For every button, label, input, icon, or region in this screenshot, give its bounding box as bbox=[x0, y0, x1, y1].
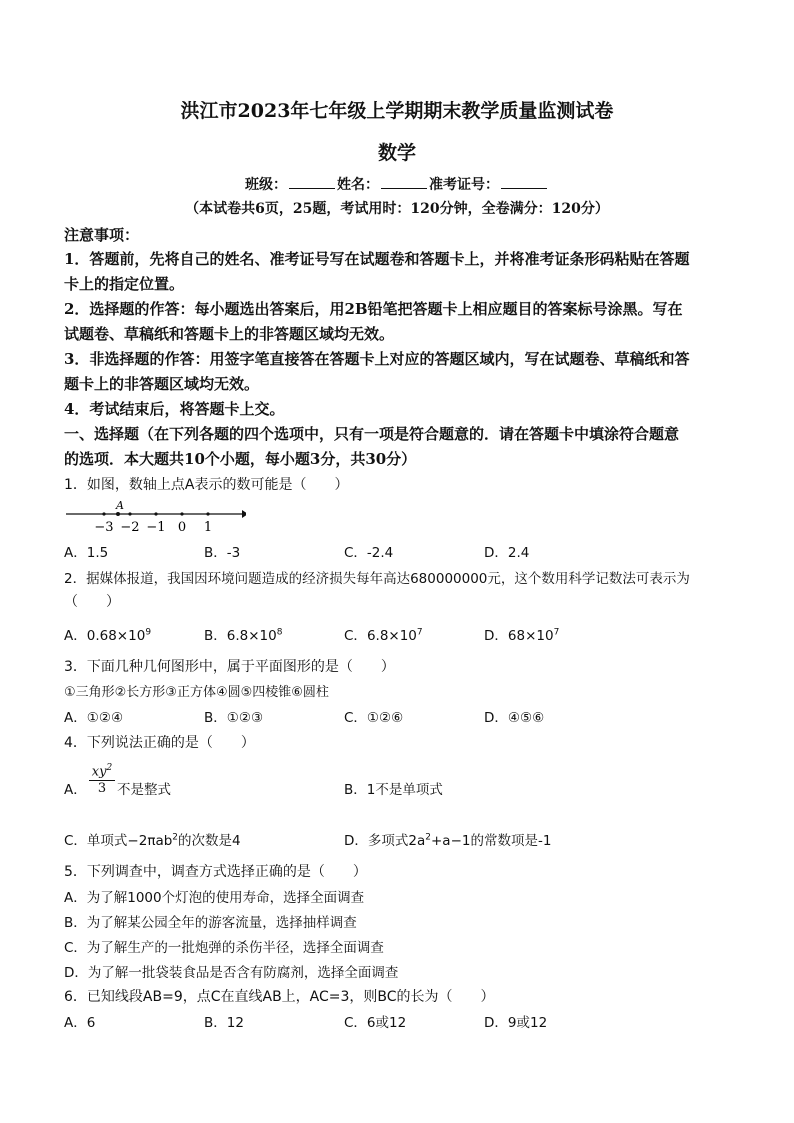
q6-stem: 6．已知线段AB=9，点C在直线AB上，AC=3，则BC的长为（ ） bbox=[64, 989, 495, 1005]
q2-option-d[interactable] bbox=[484, 624, 559, 644]
tick-dot-1 bbox=[206, 512, 209, 515]
section-1-line-1: 一、选择题（在下列各题的四个选项中，只有一项是符合题意的．请在答题卡中填涂符合题意 bbox=[64, 425, 680, 443]
q3-items: ①三角形②长方形③正方体④圆⑤四棱锥⑥圆柱 bbox=[64, 685, 329, 700]
tick-label-m2: −2 bbox=[120, 520, 140, 535]
student-info-line bbox=[0, 174, 794, 194]
q3-option-d[interactable]: D．④⑤⑥ bbox=[484, 710, 545, 726]
tick-dot-m1 bbox=[154, 512, 157, 515]
q2-option-b[interactable] bbox=[204, 624, 282, 644]
q4-option-b[interactable]: B．1不是单项式 bbox=[344, 782, 443, 798]
q5-option-d[interactable]: D．为了解一批袋装食品是否含有防腐剂，选择全面调查 bbox=[64, 965, 399, 981]
q2-c-label: C． bbox=[344, 628, 367, 644]
q2-d-label: D． bbox=[484, 628, 508, 644]
notice-1-line-1: 1．答题前，先将自己的姓名、准考证号写在试题卷和答题卡上，并将准考证条形码粘贴在答题 bbox=[64, 250, 690, 268]
q1-option-c[interactable]: C．-2.4 bbox=[344, 545, 394, 561]
q4-a-denominator: 3 bbox=[97, 781, 107, 797]
q2-c-base: 6.8×10 bbox=[366, 628, 417, 644]
class-label: 班级： bbox=[245, 177, 287, 193]
tick-label-1: 1 bbox=[203, 520, 213, 535]
q5-option-c[interactable]: C．为了解生产的一批炮弹的杀伤半径，选择全面调查 bbox=[64, 940, 384, 956]
point-a-dot bbox=[116, 512, 120, 516]
exam-note: （本试卷共6页，25题，考试用时：120分钟，全卷满分：120分） bbox=[185, 201, 609, 217]
q2-a-label: A． bbox=[64, 628, 87, 644]
q4-stem: 4．下列说法正确的是（ ） bbox=[64, 735, 255, 751]
tick-dot-m3 bbox=[102, 512, 105, 515]
q2-b-base: 6.8×10 bbox=[226, 628, 277, 644]
q3-stem: 3．下面几种几何图形中，属于平面图形的是（ ） bbox=[64, 659, 395, 675]
q1-stem: 1．如图，数轴上点A表示的数可能是（ ） bbox=[64, 477, 349, 493]
q5-stem: 5．下列调查中，调查方式选择正确的是（ ） bbox=[64, 864, 367, 880]
q3-option-c[interactable]: C．①②⑥ bbox=[344, 710, 404, 726]
q5-option-b[interactable]: B．为了解某公园全年的游客流量，选择抽样调查 bbox=[64, 915, 357, 931]
section-1-line-2: 的选项．本大题共10个小题，每小题3分，共30分） bbox=[64, 450, 417, 468]
q4-c-pre: C．单项式−2πab bbox=[64, 833, 173, 849]
q2-b-label: B． bbox=[204, 628, 227, 644]
point-a-label: A bbox=[116, 500, 124, 512]
notice-4: 4．考试结束后，将答题卡上交。 bbox=[64, 400, 285, 418]
q2-option-c[interactable] bbox=[344, 624, 423, 644]
q2-d-base: 68×10 bbox=[507, 628, 554, 644]
q6-option-c[interactable]: C．6或12 bbox=[344, 1015, 407, 1031]
q2-c-exp: 7 bbox=[416, 627, 423, 638]
q6-option-b[interactable]: B．12 bbox=[204, 1015, 244, 1031]
number-line-arrow bbox=[242, 510, 246, 518]
tick-label-m3: −3 bbox=[94, 520, 114, 535]
q4-a-numerator bbox=[89, 763, 115, 781]
q4-a-num-base: xy bbox=[91, 764, 107, 780]
notice-heading: 注意事项： bbox=[64, 226, 140, 244]
q2-b-exp: 8 bbox=[276, 627, 283, 638]
q6-option-a[interactable]: A．6 bbox=[64, 1015, 96, 1031]
q4-a-fraction bbox=[89, 763, 115, 796]
exam-subject: 数学 bbox=[377, 142, 416, 164]
q1-option-a[interactable]: A．1.5 bbox=[64, 545, 109, 561]
q5-option-a[interactable]: A．为了解1000个灯泡的使用寿命，选择全面调查 bbox=[64, 890, 365, 906]
exam-id-blank[interactable] bbox=[501, 176, 547, 189]
q4-d-exp: 2 bbox=[425, 832, 431, 843]
q1-option-d[interactable]: D．2.4 bbox=[484, 545, 530, 561]
tick-label-m1: −1 bbox=[146, 520, 166, 535]
q4-option-a-text: 不是整式 bbox=[117, 782, 171, 798]
q4-c-post: 的次数是4 bbox=[178, 833, 241, 849]
q1-option-b[interactable]: B．-3 bbox=[204, 545, 241, 561]
notice-1-line-2: 卡上的指定位置。 bbox=[64, 275, 185, 293]
q3-option-b[interactable]: B．①②③ bbox=[204, 710, 264, 726]
q4-d-post: +a−1的常数项是-1 bbox=[431, 833, 552, 849]
q4-a-num-exp: 2 bbox=[106, 763, 113, 773]
q2-stem-line-2: （ ） bbox=[64, 594, 120, 610]
q2-stem-line-1: 2．据媒体报道，我国因环境问题造成的经济损失每年高达680000000元，这个数用科学记数法可表示为 bbox=[64, 571, 690, 587]
q4-d-pre: D．多项式2a bbox=[344, 833, 426, 849]
q4-c-exp: 2 bbox=[172, 832, 179, 843]
tick-dot-0 bbox=[180, 512, 183, 515]
q2-a-base: 0.68×10 bbox=[86, 628, 146, 644]
notice-2-line-2: 试题卷、草稿纸和答题卡上的非答题区域均无效。 bbox=[64, 325, 395, 343]
notice-2-line-1: 2．选择题的作答：每小题选出答案后，用2B铅笔把答题卡上相应题目的答案标号涂黑。写在 bbox=[64, 300, 683, 318]
notice-3-line-2: 题卡上的非答题区域均无效。 bbox=[64, 375, 260, 393]
class-blank[interactable] bbox=[289, 176, 335, 189]
exam-id-label: 准考证号： bbox=[429, 177, 499, 193]
q2-option-a[interactable] bbox=[64, 624, 151, 644]
notice-3-line-1: 3．非选择题的作答：用签字笔直接答在答题卡上对应的答题区域内，写在试题卷、草稿纸和答 bbox=[64, 350, 690, 368]
q4-option-a-label[interactable]: A． bbox=[64, 782, 87, 798]
q3-option-a[interactable]: A．①②④ bbox=[64, 710, 124, 726]
q6-option-d[interactable]: D．9或12 bbox=[484, 1015, 548, 1031]
tick-dot-m2 bbox=[128, 512, 131, 515]
name-blank[interactable] bbox=[381, 176, 427, 189]
q4-option-c[interactable] bbox=[64, 829, 241, 849]
q2-d-exp: 7 bbox=[553, 627, 560, 638]
tick-label-0: 0 bbox=[177, 520, 187, 535]
q4-option-d[interactable] bbox=[344, 829, 551, 849]
q2-a-exp: 9 bbox=[145, 627, 152, 638]
number-line bbox=[66, 500, 246, 536]
name-label: 姓名： bbox=[337, 177, 379, 193]
exam-title: 洪江市2023年七年级上学期期末教学质量监测试卷 bbox=[180, 100, 614, 122]
